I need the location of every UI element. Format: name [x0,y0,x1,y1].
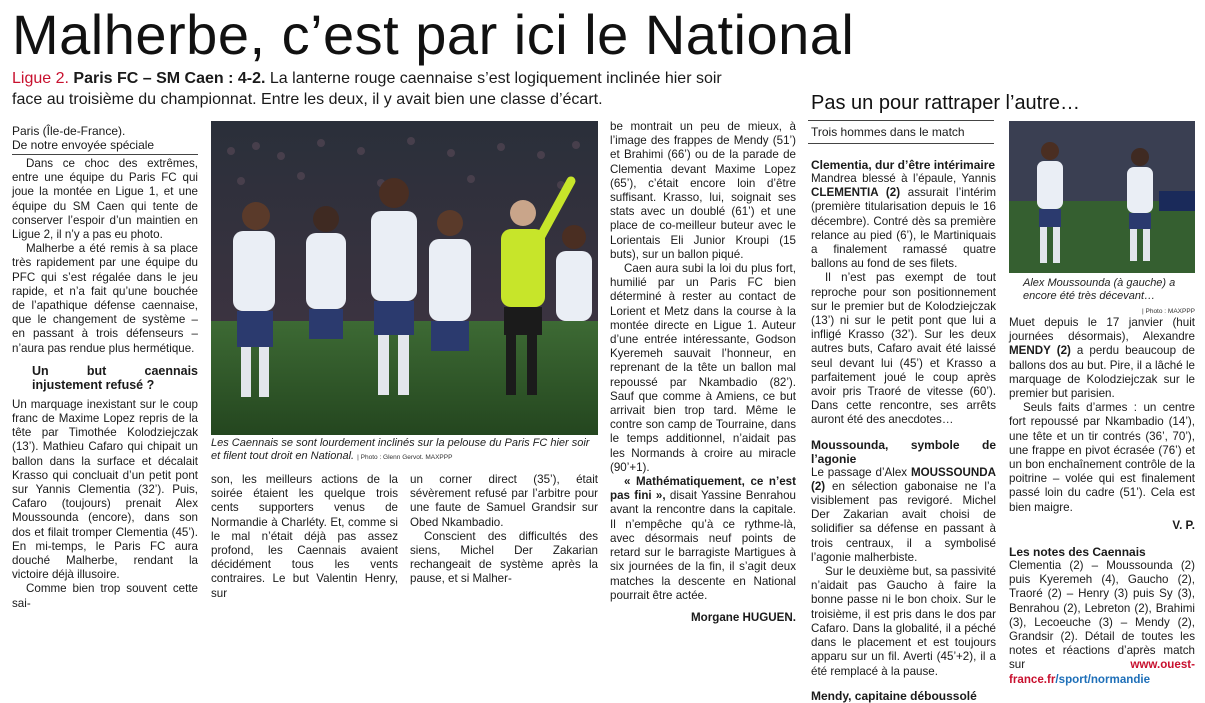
player-name-mendy: MENDY (2) [1009,344,1071,358]
article-paragraph: Caen aura subi la loi du plus fort, humilié par un Paris FC bien déterminé à rester au contact de Lorient et Metz dans la course à la montée directe en Ligue 1. Auteur d’une entrée intéressante, Godson Kyeremeh sauvait l’honneur, en reprenant de la tête un ballon mal repoussé par Nkambadio (82’). Sauf que comme à Amiens, ce but arrivait bien trop tard. Même le contre son camp de Tourraine, dans le temps additionnel, n’aidait pas les Normands à croire au miracle (90’+1). [610,262,796,474]
article-column-1 [12,157,198,611]
article-paragraph [610,475,796,603]
sidebar-rule [808,143,994,144]
main-photo-caption-text: Les Caennais se sont lourdement inclinés sur la pelouse du Paris FC hier soir et filent tout droit en National. [211,437,590,462]
ouest-france-link-path[interactable]: /sport/normandie [1055,672,1151,686]
dateline-place: Paris (Île-de-France). [12,124,126,138]
article-paragraph: be montrait un peu de mieux, à l’image des frappes de Mendy (51’) et Brahimi (66’) ou de la parade de Clementia devant Maxime Lopez (65’), c’était encore loin d’être suffisant. Krasso, lui, soignait ses stats avec un doublé (61’) et une place de co-meilleur buteur avec le Lorientais Eli Junior Kroupi (15 buts), sur un ballon piqué. [610,120,796,261]
lead-paragraph [12,68,732,110]
sidebar-paragraph: Seuls faits d’armes : un centre fort repoussé par Nkambadio (14’), une tête et un tir contrés (36’, 70’), une frappe en pivot écrasée (76’) et un bon enchaînement contrôle de la poitrine – volée qui est finalement passé loin du cadre (51’). Cela est bien maigre. [1009,401,1195,514]
article-paragraph: son, les meilleurs actions de la soirée étaient les quelque trois cents supporters venus de Normandie à Charléty. Et, comme si le mal n’était déjà pas assez profond, les Caennais avaient décidément tous les vents contraires. Le but Valentin Henry, sur [211,473,398,600]
quote-bold: « Mathématiquement, ce n’est pas fini », [610,475,796,503]
sidebar-rule-top [808,120,994,121]
quote-text: disait Yassine Benrahou avant la rencontre dans la capitale. Il n’empêche qu’à ce rythme-là, avec désormais neuf points de retard sur le barragiste Martigues à six journées de la fin, il s’agit deux matches la descente en National pourrait être actée. [610,489,796,602]
article-column-2 [211,473,398,601]
sidebar-paragraph: Il n’est pas exempt de tout reproche pour son positionnement sur le premier but de Kolodziejczak (13’) ni sur le petit pont que lui a infligé Krasso (32’). Sur les deux autres buts, Cafaro avait été laissé seul devant lui (45’) et Krasso a parfaitement joué le coup après avoir pris Traoré de vitesse (60’). Dans cette rencontre, ses arrêts auront été des anecdotes… [811,271,996,427]
article-paragraph: Comme bien trop souvent cette sai- [12,582,198,610]
player-name-clementia: CLEMENTIA (2) [811,186,901,200]
notes-text: Clementia (2) – Moussounda (2) puis Kyeremeh (4), Gaucho (2), Traoré (2) – Henry (3) puis Sy (3), Benrahou (2), Lebreton (2), Brahimi (3), Lecoeuche (3) – Mendy (2), Grandsir (2). Détail de toutes les notes et réactions d’après match sur [1009,559,1195,672]
main-photo-image [211,121,598,435]
sidebar-column-2 [1009,316,1195,687]
sidebar-text: en sélection gabonaise ne l’a visiblement pas revigoré. Michel Der Zakarian avait choisi de solidifier sa défense en passant à trois centraux, il a symbolisé l’agonie malherbiste. [811,479,996,564]
ouest-france-link[interactable]: www.ouest-france.fr [1009,658,1195,686]
player-name-moussounda: MOUSSOUNDA (2) [811,465,996,493]
lead-league: Ligue 2. [12,70,69,87]
sidebar-paragraph [811,172,996,271]
headline: Malherbe, c’est par ici le National [12,3,855,66]
lead-text: La lanterne rouge caennaise s’est logiquement inclinée hier soir face au troisième du championnat. Entre les deux, il y avait bien une classe d’écart. [12,70,722,108]
dateline [12,124,154,152]
sidebar-photo-image [1009,121,1195,273]
article-paragraph: un corner direct (35’), était sévèrement refusé par l’arbitre pour une faute de Samuel Grandsir sur Obed Nkambadio. [410,473,598,529]
article-paragraph: Malherbe a été remis à sa place très rapidement par une équipe du PFC qui s’est régalée dans le jeu rapide, et n’a fait qu’une bouchée de l’apathique défense caennaise, que le changement de système – en passant à trois défenseurs – n’aura pas rendue plus hermétique. [12,242,198,355]
sidebar-paragraph: Sur le deuxième but, sa passivité n’aidait pas Gaucho à faire la bonne passe ni le bon choix. Sur le troisième, il est pris dans le dos par Cafaro. Dans la globalité, il a péché dans le placement et est toujours apparu sur un fil. Averti (45’+2), il a été remplacé à la pause. [811,565,996,678]
dateline-rule [12,154,198,155]
main-photo-caption [211,437,598,464]
sidebar-photo-caption [1023,277,1195,318]
sidebar-text: Muet depuis le 17 janvier (huit journées désormais), Alexandre [1009,316,1195,344]
sidebar-text: assurait l’intérim (première titularisation depuis le 16 décembre). Contré dès sa première relance au pied (6’), le Martiniquais a finalement ramassé quatre ballons au fond de ses filets. [811,186,996,271]
article-column-4 [610,120,796,625]
sidebar-paragraph [811,466,996,565]
notes-paragraph [1009,559,1195,687]
main-photo-credit: | Photo : Glenn Gervot. MAXPPP [357,454,453,461]
sidebar-photo [1009,121,1195,273]
sidebar-column-1 [811,158,996,703]
player-title-mendy: Mendy, capitaine déboussolé [811,688,977,703]
sidebar-subheading: Trois hommes dans le match [811,125,965,139]
dateline-envoy: De notre envoyée spéciale [12,138,155,152]
sidebar-photo-credit: | Photo : MAXPPP [1142,308,1195,315]
author-signature: Morgane HUGUEN. [691,610,796,624]
article-column-3 [410,473,598,587]
lead-score: Paris FC – SM Caen : 4-2. [73,70,266,87]
sidebar-text: Mandrea blessé à l’épaule, Yannis [811,172,996,185]
sidebar-heading: Pas un pour rattraper l’autre… [811,92,1081,114]
article-paragraph: Un marquage inexistant sur le coup franc de Maxime Lopez repris de la tête par Timothée Kolodziejczak (13’). Mathieu Cafaro qui chipait un ballon dans la surface et décalait Krasso qui concluait d’un petit pont sur Yannis Clementia (32’). Puis, Cafaro (toujours) prenait Alex Moussounda (encore), dans son dos et filait tromper Clementia (45’). En mi-temps, le Paris FC aura douché Malherbe, rendant la victoire déjà illusoire. [12,397,198,582]
sidebar-paragraph [1009,316,1195,401]
article-paragraph: Conscient des difficultés des siens, Michel Der Zakarian rechangeait de système après la pause, et si Malher- [410,529,598,586]
player-title-moussounda: Moussounda, symbole de l’agonie [811,437,996,466]
sidebar-text: a perdu beaucoup de ballons dos au but. Pire, il a lâché le marquage de Kolodziejczak sur le premier but parisien. [1009,344,1195,401]
player-title-clementia: Clementia, dur d’être intérimaire [811,158,996,172]
subheading-refused-goal: Un but caennais injustement refusé ? [32,363,198,392]
main-photo [211,121,598,435]
notes-title: Les notes des Caennais [1009,545,1146,560]
sidebar-photo-caption-text: Alex Moussounda (à gauche) a encore été très décevant… [1023,277,1176,302]
sidebar-text: Le passage d’Alex [811,465,908,479]
article-paragraph: Dans ce choc des extrêmes, entre une équipe du Paris FC qui joue la montée en Ligue 1, et une équipe du SM Caen qui tente de conserver l’espoir d’un maintien en Ligue 2, il n’y a pas eu photo. [12,157,198,242]
sidebar-signature: V. P. [1172,518,1195,532]
